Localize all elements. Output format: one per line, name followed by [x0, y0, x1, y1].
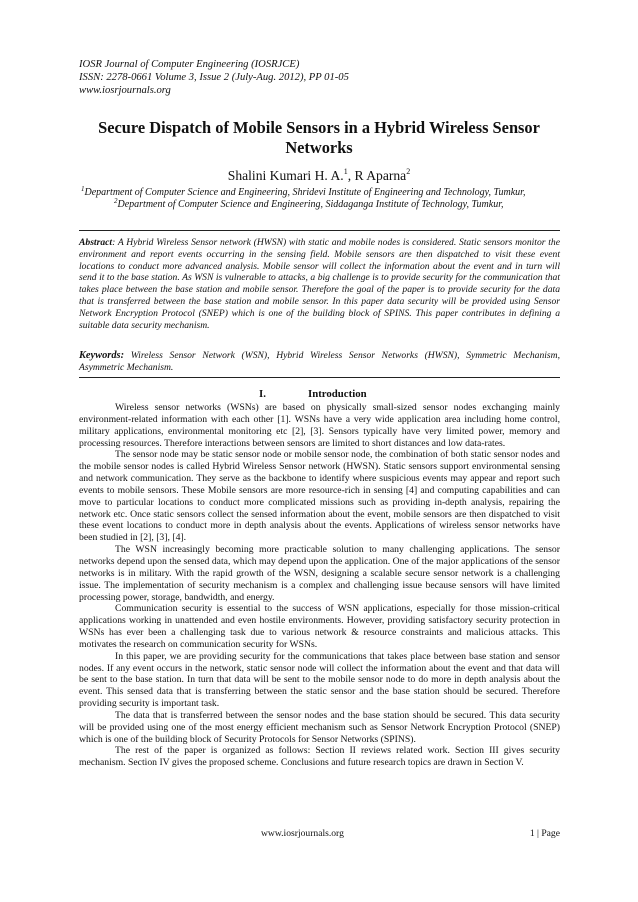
keywords-label: Keywords:: [79, 350, 125, 361]
author-1-affiliation-mark: 1: [343, 167, 348, 176]
keywords-text: Wireless Sensor Network (WSN), Hybrid Wireless Sensor Networks (HWSN), Symmetric Mechanism, Asymmetric Mechanism.: [79, 350, 560, 373]
author-2-affiliation-mark: 2: [406, 167, 411, 176]
abstract-label: Abstract: [79, 237, 113, 248]
body-paragraph: Communication security is essential to the success of WSN applications, especially for those mission-critical applications working in unattended and even hostile environments. However, providing satisfactory security protection in WSNs has ever been a challenging task due to various network & resource constraints and malicious attacks. This motivates the research on communication security for WSNs.: [79, 603, 560, 650]
abstract-text: : A Hybrid Wireless Sensor network (HWSN) with static and mobile nodes is considered. Static sensors monitor the environment and report events occurring in the sensing field. Mobile sensors are then dispatched to visit these event locations to conduct more advanced analysis. Mobile sensor will collect the information about the event and in turn will send it to the base station. As WSN is vulnerable to attacks, a big challenge is to provide security for the communication that takes place between the base station and mobile sensor. Therefore the goal of the paper is to provide security for the data that is transferred between the base station and mobile sensor. In this paper data security will be provided using Sensor Network Encryption Protocol (SNEP) which is one of the building block of SPINS. This paper contributes in defining a suitable data security mechanism.: [79, 237, 560, 331]
affiliation-2-mark: 2: [114, 197, 118, 205]
body-paragraph: In this paper, we are providing security for the communications that takes place between base station and sensor nodes. If any event occurs in the network, static sensor node will collect the information about the event and that data will be sent to the base station. In turn that data will be sent to the mobile sensor node to do more in depth analysis about the event. This sensed data that is transferring between the static sensor and the base station should be secured. Therefore providing security is important task.: [79, 650, 560, 710]
affiliation-2: [114, 199, 596, 211]
journal-issn: ISSN: 2278-0661 Volume 3, Issue 2 (July-Aug. 2012), PP 01-05: [79, 72, 349, 84]
body-paragraph: The sensor node may be static sensor node or mobile sensor node, the combination of both static sensor nodes and the mobile sensor nodes is called Hybrid Wireless Sensor network (HWSN). Static sensors support environmental sensing and network communication. They serve as the backbone to identify where suspicious events may appear and report such events to mobile sensors. These Mobile sensors are more resource-rich in sensing [4] and computing capabilities and can move to particular locations to conduct more complicated missions such as providing in-depth analysis, repairing the network etc. Once static sensors collect the sensed information about the event, mobile sensors are then dispatched to visit these event locations to conduct more in depth analysis about the events. Applications of wireless sensor networks have been studied in [2], [3], [4].: [79, 449, 560, 544]
affiliation-1-text: Department of Computer Science and Engineering, Shridevi Institute of Engineering and Technology, Tumkur,: [84, 187, 526, 198]
introduction-body: [79, 402, 560, 769]
body-paragraph: The data that is transferred between the sensor nodes and the base station should be secured. This data security will be provided using one of the most energy efficient mechanism such as Sensor Network Encryption Protocol (SNEP) which is one of the building block of Security Protocols for Sensor Networks (SPINS).: [79, 709, 560, 745]
footer-website: www.iosrjournals.org: [261, 828, 344, 839]
body-paragraph: The rest of the paper is organized as follows: Section II reviews related work. Section III gives security mechanism. Section IV gives the proposed scheme. Conclusions and future research topics are drawn in Section V.: [79, 745, 560, 769]
affiliation-1-mark: 1: [81, 185, 85, 193]
author-list: [79, 168, 559, 184]
page-number: 1 | Page: [529, 828, 560, 839]
author-1-name: Shalini Kumari H. A.: [227, 168, 344, 183]
author-2-name: , R Aparna: [347, 168, 407, 183]
abstract-bottom-rule: [79, 377, 560, 378]
affiliation-2-text: Department of Computer Science and Engineering, Siddaganga Institute of Technology, Tumkur,: [117, 199, 504, 210]
body-paragraph: The WSN increasingly becoming more practicable solution to many challenging applications. The sensor networks depend upon the sensed data, which may depend upon the application. One of the major applications of the sensor networks is in military. With the rapid growth of the WSN, designing a scalable secure sensor network is a challenging issue. The implementation of security mechanism is a complex and challenging issue because sensors will have limited processing power, storage, bandwidth, and energy.: [79, 544, 560, 603]
paper-title-line-2: Networks: [285, 138, 353, 157]
journal-header: [79, 58, 559, 98]
journal-website: www.iosrjournals.org: [79, 85, 171, 97]
section-number: I.: [259, 388, 266, 400]
keywords-block: [79, 350, 560, 374]
section-title: Introduction: [308, 388, 367, 400]
abstract-top-rule: [79, 230, 560, 231]
abstract-block: [79, 237, 560, 331]
body-paragraph: Wireless sensor networks (WSNs) are based on physically small-sized sensor nodes exchanging mainly environment-related information with each other [1]. WSNs have a very wide application area including home control, military applications, environmental monitoring etc [2], [3]. Sensors typically have very limited power, memory and processing resources. Therefore interactions between sensors are limited to short distances and low data-rates.: [79, 402, 560, 449]
affiliation-1: [81, 187, 563, 199]
paper-title: [79, 118, 559, 158]
journal-name: IOSR Journal of Computer Engineering (IOSRJCE): [79, 59, 300, 70]
paper-title-line-1: Secure Dispatch of Mobile Sensors in a Hybrid Wireless Sensor: [98, 118, 540, 137]
